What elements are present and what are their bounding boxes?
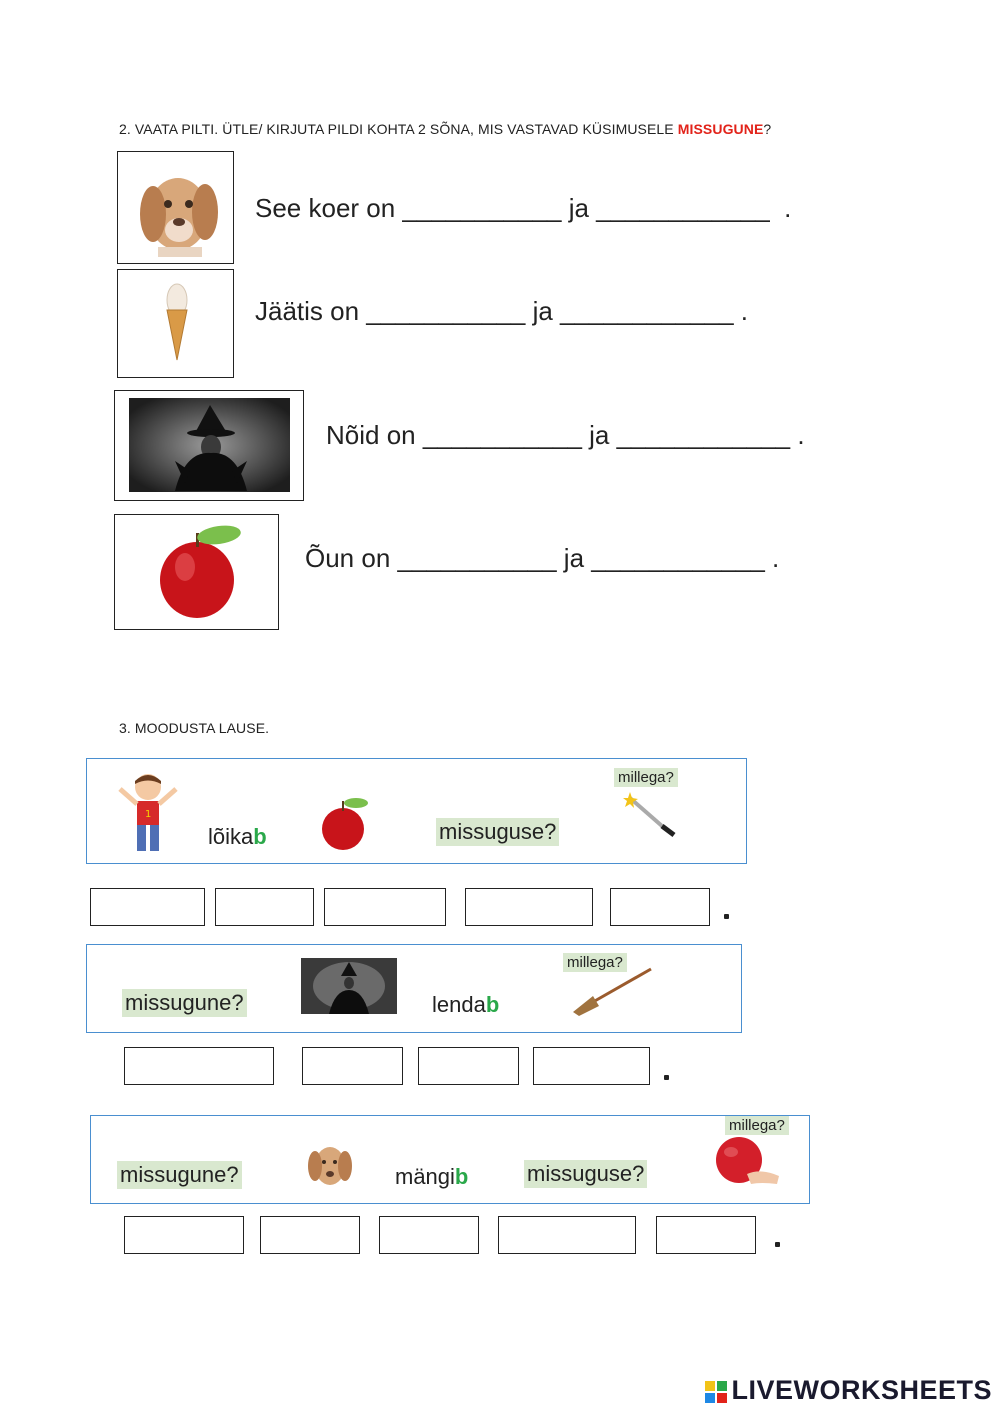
- svg-text:1: 1: [145, 809, 152, 820]
- answer-box-1-4[interactable]: [465, 888, 593, 926]
- question-missugune-3: missugune?: [117, 1161, 242, 1189]
- sentence-witch: Nõid on ___________ ja ____________ .: [326, 420, 805, 450]
- answer-box-3-2[interactable]: [260, 1216, 360, 1254]
- answer-box-1-1[interactable]: [90, 888, 205, 926]
- answer-box-2-4[interactable]: [533, 1047, 650, 1085]
- answer-box-1-2[interactable]: [215, 888, 314, 926]
- broom-icon: [571, 966, 655, 1020]
- answer-box-2-3[interactable]: [418, 1047, 519, 1085]
- dog-image: [117, 151, 234, 264]
- question-millega-3: millega?: [725, 1116, 789, 1135]
- answer-box-1-5[interactable]: [610, 888, 710, 926]
- answer-box-3-4[interactable]: [498, 1216, 636, 1254]
- witch-image-frame: [114, 390, 304, 501]
- period-1: [724, 914, 729, 919]
- apple-icon: [319, 795, 371, 853]
- answer-box-2-1[interactable]: [124, 1047, 274, 1085]
- question-missugune: missugune?: [122, 989, 247, 1017]
- task3-instruction: 3. MOODUSTA LAUSE.: [119, 720, 270, 736]
- logo-grid-icon: [705, 1381, 727, 1403]
- sentence-row-2: [86, 944, 742, 1033]
- sentence-row-3: [90, 1115, 810, 1204]
- sentence-row-1: [86, 758, 747, 864]
- ice-cream-image: [117, 269, 234, 378]
- verb-lendab: lendab: [432, 992, 500, 1017]
- task2-instruction: 2. VAATA PILTI. ÜTLE/ KIRJUTA PILDI KOHTA 2 SÕNA, MIS VASTAVAD KÜSIMUSELE MISSUGUNE?: [119, 121, 772, 137]
- sentence-dog: See koer on ___________ ja ____________ .: [255, 193, 792, 223]
- period-2: [664, 1075, 669, 1080]
- question-millega: millega?: [614, 768, 678, 787]
- knife-icon: [622, 790, 680, 838]
- instruction-highlight: MISSUGUNE: [677, 121, 764, 137]
- answer-box-3-5[interactable]: [656, 1216, 756, 1254]
- sentence-apple: Õun on ___________ ja ____________ .: [305, 543, 780, 573]
- witch-icon: [301, 958, 397, 1014]
- boy-image: [115, 769, 181, 855]
- sentence-ice-cream: Jäätis on ___________ ja ____________ .: [255, 296, 748, 326]
- answer-box-2-2[interactable]: [302, 1047, 403, 1085]
- dog-icon: [303, 1136, 355, 1194]
- question-missuguse: missuguse?: [436, 818, 559, 846]
- question-missuguse-3: missuguse?: [524, 1160, 647, 1188]
- question-millega-2: millega?: [563, 953, 627, 972]
- verb-mangib: mängib: [395, 1164, 469, 1189]
- apple-image: [114, 514, 279, 630]
- answer-box-1-3[interactable]: [324, 888, 446, 926]
- answer-box-3-3[interactable]: [379, 1216, 479, 1254]
- ball-icon: [713, 1136, 781, 1188]
- witch-image: [115, 391, 302, 499]
- period-3: [775, 1242, 780, 1247]
- answer-box-3-1[interactable]: [124, 1216, 244, 1254]
- liveworksheets-logo: LIVEWORKSHEETS: [705, 1375, 992, 1406]
- verb-loikab: lõikab: [208, 824, 267, 849]
